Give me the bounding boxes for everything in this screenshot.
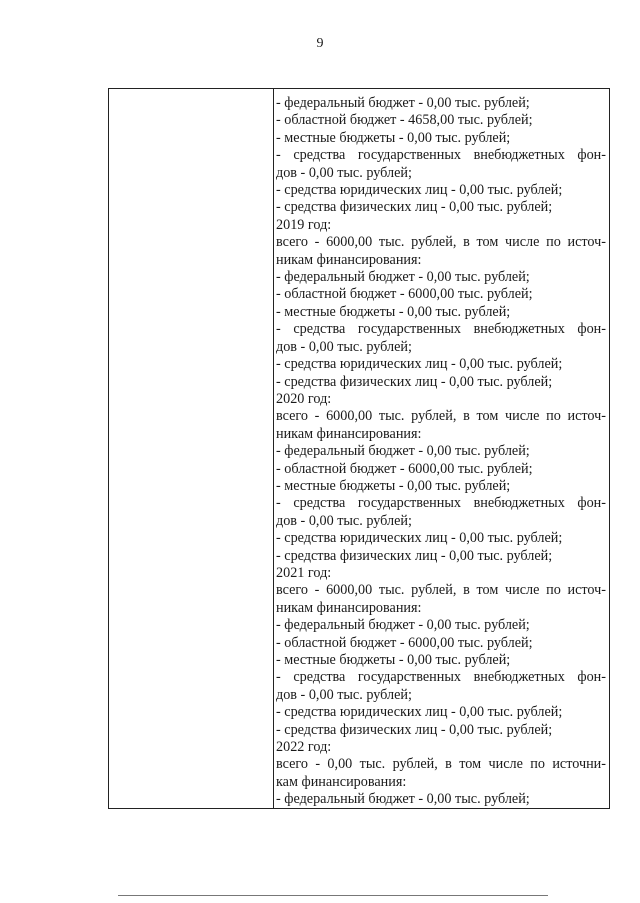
text-line: - средства государственных внебюджетных фон- <box>276 495 606 512</box>
text-line: - средства физических лиц - 0,00 тыс. рублей; <box>276 199 553 216</box>
column-divider <box>273 89 274 808</box>
text-line: - областной бюджет - 4658,00 тыс. рублей; <box>276 112 533 129</box>
text-line: - средства физических лиц - 0,00 тыс. рублей; <box>276 721 553 738</box>
text-line: - федеральный бюджет - 0,00 тыс. рублей; <box>276 617 530 634</box>
text-line: 2019 год: <box>276 216 332 233</box>
text-line: - средства юридических лиц - 0,00 тыс. рублей; <box>276 530 563 547</box>
funding-sources-cell <box>276 95 606 809</box>
text-line: 2020 год: <box>276 390 332 407</box>
text-line: - федеральный бюджет - 0,00 тыс. рублей; <box>276 269 530 286</box>
text-line: всего - 6000,00 тыс. рублей, в том числе по источ- <box>276 408 606 425</box>
text-line: - средства юридических лиц - 0,00 тыс. рублей; <box>276 356 563 373</box>
text-line: кам финансирования: <box>276 773 407 790</box>
text-line: дов - 0,00 тыс. рублей; <box>276 686 412 703</box>
text-line: - областной бюджет - 6000,00 тыс. рублей; <box>276 460 533 477</box>
text-line: - средства государственных внебюджетных фон- <box>276 321 606 338</box>
text-line: всего - 6000,00 тыс. рублей, в том числе по источ- <box>276 234 606 251</box>
text-line: - областной бюджет - 6000,00 тыс. рублей; <box>276 286 533 303</box>
text-line: всего - 0,00 тыс. рублей, в том числе по источни- <box>276 756 606 773</box>
text-line: - средства государственных внебюджетных фон- <box>276 147 606 164</box>
text-line: - местные бюджеты - 0,00 тыс. рублей; <box>276 477 511 494</box>
text-line: - средства юридических лиц - 0,00 тыс. рублей; <box>276 704 563 721</box>
text-line: - средства юридических лиц - 0,00 тыс. рублей; <box>276 182 563 199</box>
text-line: - местные бюджеты - 0,00 тыс. рублей; <box>276 129 511 146</box>
text-line: никам финансирования: <box>276 599 422 616</box>
text-line: 2022 год: <box>276 739 332 756</box>
text-line: всего - 6000,00 тыс. рублей, в том числе по источ- <box>276 582 606 599</box>
text-line: 2021 год: <box>276 564 332 581</box>
text-line: - федеральный бюджет - 0,00 тыс. рублей; <box>276 791 530 808</box>
text-line: - средства физических лиц - 0,00 тыс. рублей; <box>276 547 553 564</box>
footer-rule <box>118 895 548 896</box>
text-line: дов - 0,00 тыс. рублей; <box>276 164 412 181</box>
text-line: - средства физических лиц - 0,00 тыс. рублей; <box>276 373 553 390</box>
text-line: никам финансирования: <box>276 425 422 442</box>
text-line: - федеральный бюджет - 0,00 тыс. рублей; <box>276 95 530 111</box>
funding-table <box>108 88 610 809</box>
text-line: никам финансирования: <box>276 251 422 268</box>
text-line: - местные бюджеты - 0,00 тыс. рублей; <box>276 652 511 668</box>
text-line: дов - 0,00 тыс. рублей; <box>276 512 412 529</box>
page-number: 9 <box>316 36 324 51</box>
text-line: - областной бюджет - 6000,00 тыс. рублей; <box>276 634 533 651</box>
text-line: - федеральный бюджет - 0,00 тыс. рублей; <box>276 443 530 460</box>
text-line: - местные бюджеты - 0,00 тыс. рублей; <box>276 303 511 320</box>
text-line: - средства государственных внебюджетных фон- <box>276 669 606 686</box>
text-line: дов - 0,00 тыс. рублей; <box>276 338 412 355</box>
